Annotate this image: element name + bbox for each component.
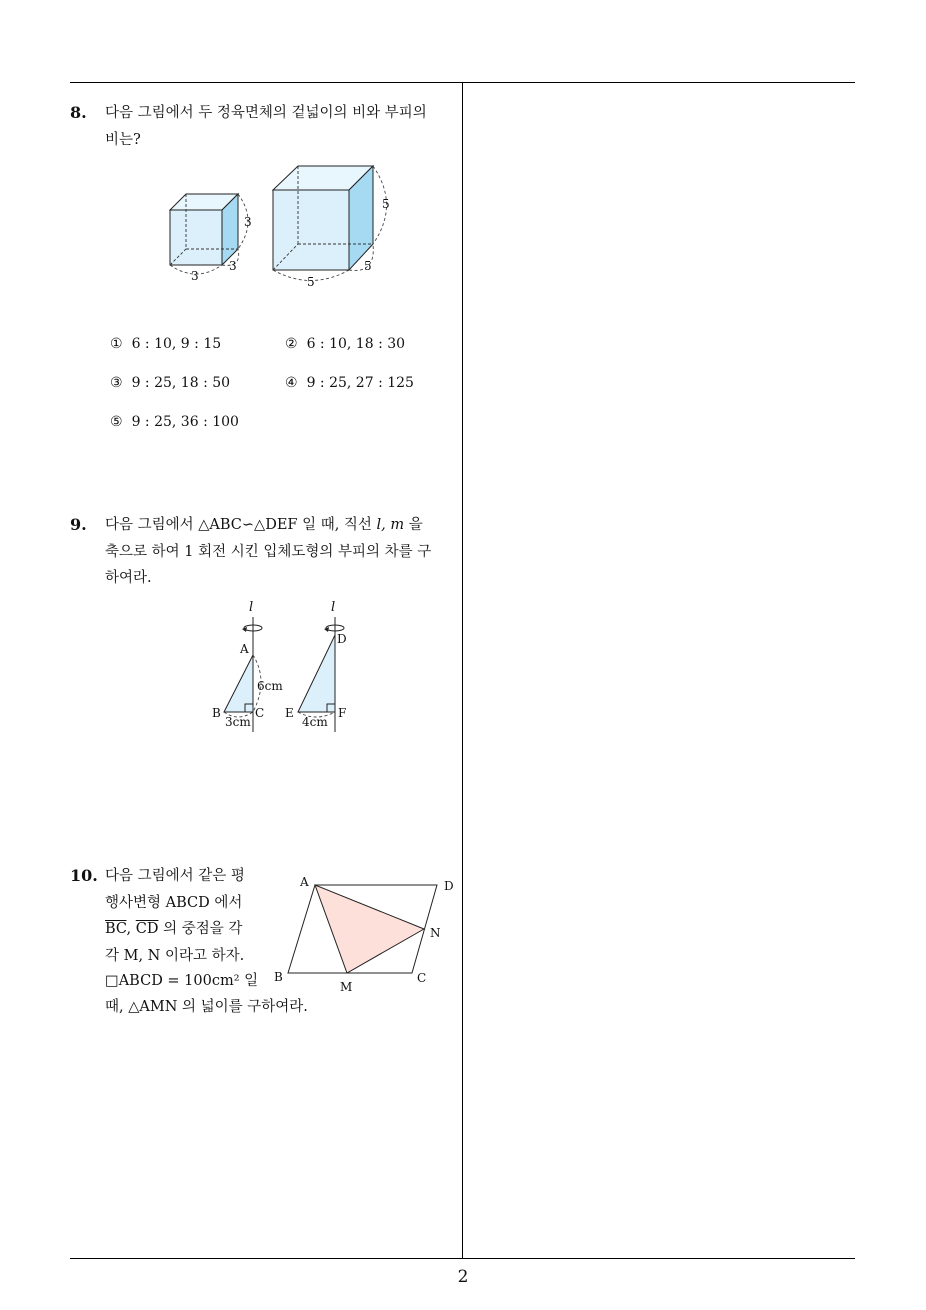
question-10-text-line-3 [105, 920, 242, 938]
question-8-number: 8. [70, 103, 87, 122]
question-10-line-3-rest: 의 중점을 각 [158, 921, 243, 937]
page-number: 2 [457, 1267, 469, 1287]
midpoint-n-label: N [430, 926, 441, 940]
choice-1-mark: ① [110, 336, 123, 352]
choice-4-mark: ④ [285, 375, 298, 391]
choice-4 [285, 374, 414, 392]
large-cube-height-label: 5 [382, 197, 390, 211]
choice-2-mark: ② [285, 336, 298, 352]
vertex-c-label: C [417, 971, 427, 985]
side-ef-length-label: 4cm [302, 715, 328, 729]
choice-5-text: 9 : 25, 36 : 100 [131, 414, 239, 430]
question-9-line-1-part-1: 다음 그림에서 △ABC∽△DEF 일 때, 직선 [105, 517, 377, 533]
question-9-text-line-1 [105, 516, 423, 534]
vertex-a-label: A [240, 642, 249, 656]
left-axis-label: l [249, 600, 254, 615]
question-8-text-line-1: 다음 그림에서 두 정육면체의 겉넓이의 비와 부피의 [105, 105, 427, 121]
column-divider [462, 82, 463, 1258]
small-cube [170, 194, 252, 283]
segment-cd: $\overline{CD}$ [135, 921, 159, 937]
large-cube-width-label: 5 [307, 275, 315, 289]
question-10-line-3-comma: , [126, 921, 136, 937]
choice-2-text: 6 : 10, 18 : 30 [306, 336, 406, 352]
question-8-text-line-2: 비는? [105, 132, 141, 148]
vertex-b-label: B [212, 706, 221, 720]
choice-2 [285, 335, 405, 353]
question-9-triangles-figure [205, 595, 355, 740]
vertex-d-label: D [444, 879, 454, 893]
question-8-cubes-figure [160, 155, 400, 295]
vertex-a-label: A [300, 875, 309, 889]
triangle-def [298, 635, 335, 712]
choice-3-mark: ③ [110, 375, 123, 391]
triangle-abc-group [212, 600, 283, 732]
question-10-parallelogram-figure [265, 868, 465, 998]
choice-1-text: 6 : 10, 9 : 15 [131, 336, 222, 352]
question-10-text-line-5: □ABCD = 100cm² 일 [105, 973, 259, 989]
vertex-b-label: B [274, 970, 283, 984]
triangle-def-group [285, 600, 347, 732]
choice-3 [110, 374, 230, 392]
large-cube [273, 166, 390, 289]
question-10-text-line-6: 때, △AMN 의 넓이를 구하여라. [105, 999, 308, 1015]
choice-5 [110, 413, 239, 431]
midpoint-m-label: M [340, 980, 353, 994]
question-9-text-line-2: 축으로 하여 1 회전 시킨 입체도형의 부피의 차를 구 [105, 544, 432, 560]
small-cube-width-label: 3 [191, 269, 199, 283]
segment-bc: $\overline{BC}$ [105, 921, 127, 937]
side-ac-length-label: 6cm [257, 679, 283, 693]
triangle-abc [224, 655, 253, 712]
question-10-text-line-1: 다음 그림에서 같은 평 [105, 868, 245, 884]
bottom-rule [70, 1258, 855, 1259]
question-9-text-line-3: 하여라. [105, 570, 152, 586]
vertex-c-label: C [255, 706, 265, 720]
right-axis-label: l [331, 600, 336, 615]
vertex-f-label: F [338, 706, 347, 720]
question-9-axis-names: l, m [376, 517, 405, 533]
choice-1 [110, 335, 221, 353]
side-bc-length-label: 3cm [225, 715, 251, 729]
choice-4-text: 9 : 25, 27 : 125 [306, 375, 414, 391]
question-9-number: 9. [70, 515, 87, 534]
question-10-number: 10. [70, 866, 98, 885]
question-9-line-1-part-3: 을 [404, 517, 423, 533]
choice-3-text: 9 : 25, 18 : 50 [131, 375, 231, 391]
vertex-e-label: E [285, 706, 294, 720]
small-cube-depth-label: 3 [229, 259, 237, 273]
choice-5-mark: ⑤ [110, 414, 123, 430]
large-cube-depth-label: 5 [364, 259, 372, 273]
small-cube-height-label: 3 [244, 215, 252, 229]
vertex-d-label: D [337, 632, 347, 646]
question-10-text-line-4: 각 M, N 이라고 하자. [105, 948, 245, 964]
question-10-text-line-2: 행사변형 ABCD 에서 [105, 895, 243, 911]
